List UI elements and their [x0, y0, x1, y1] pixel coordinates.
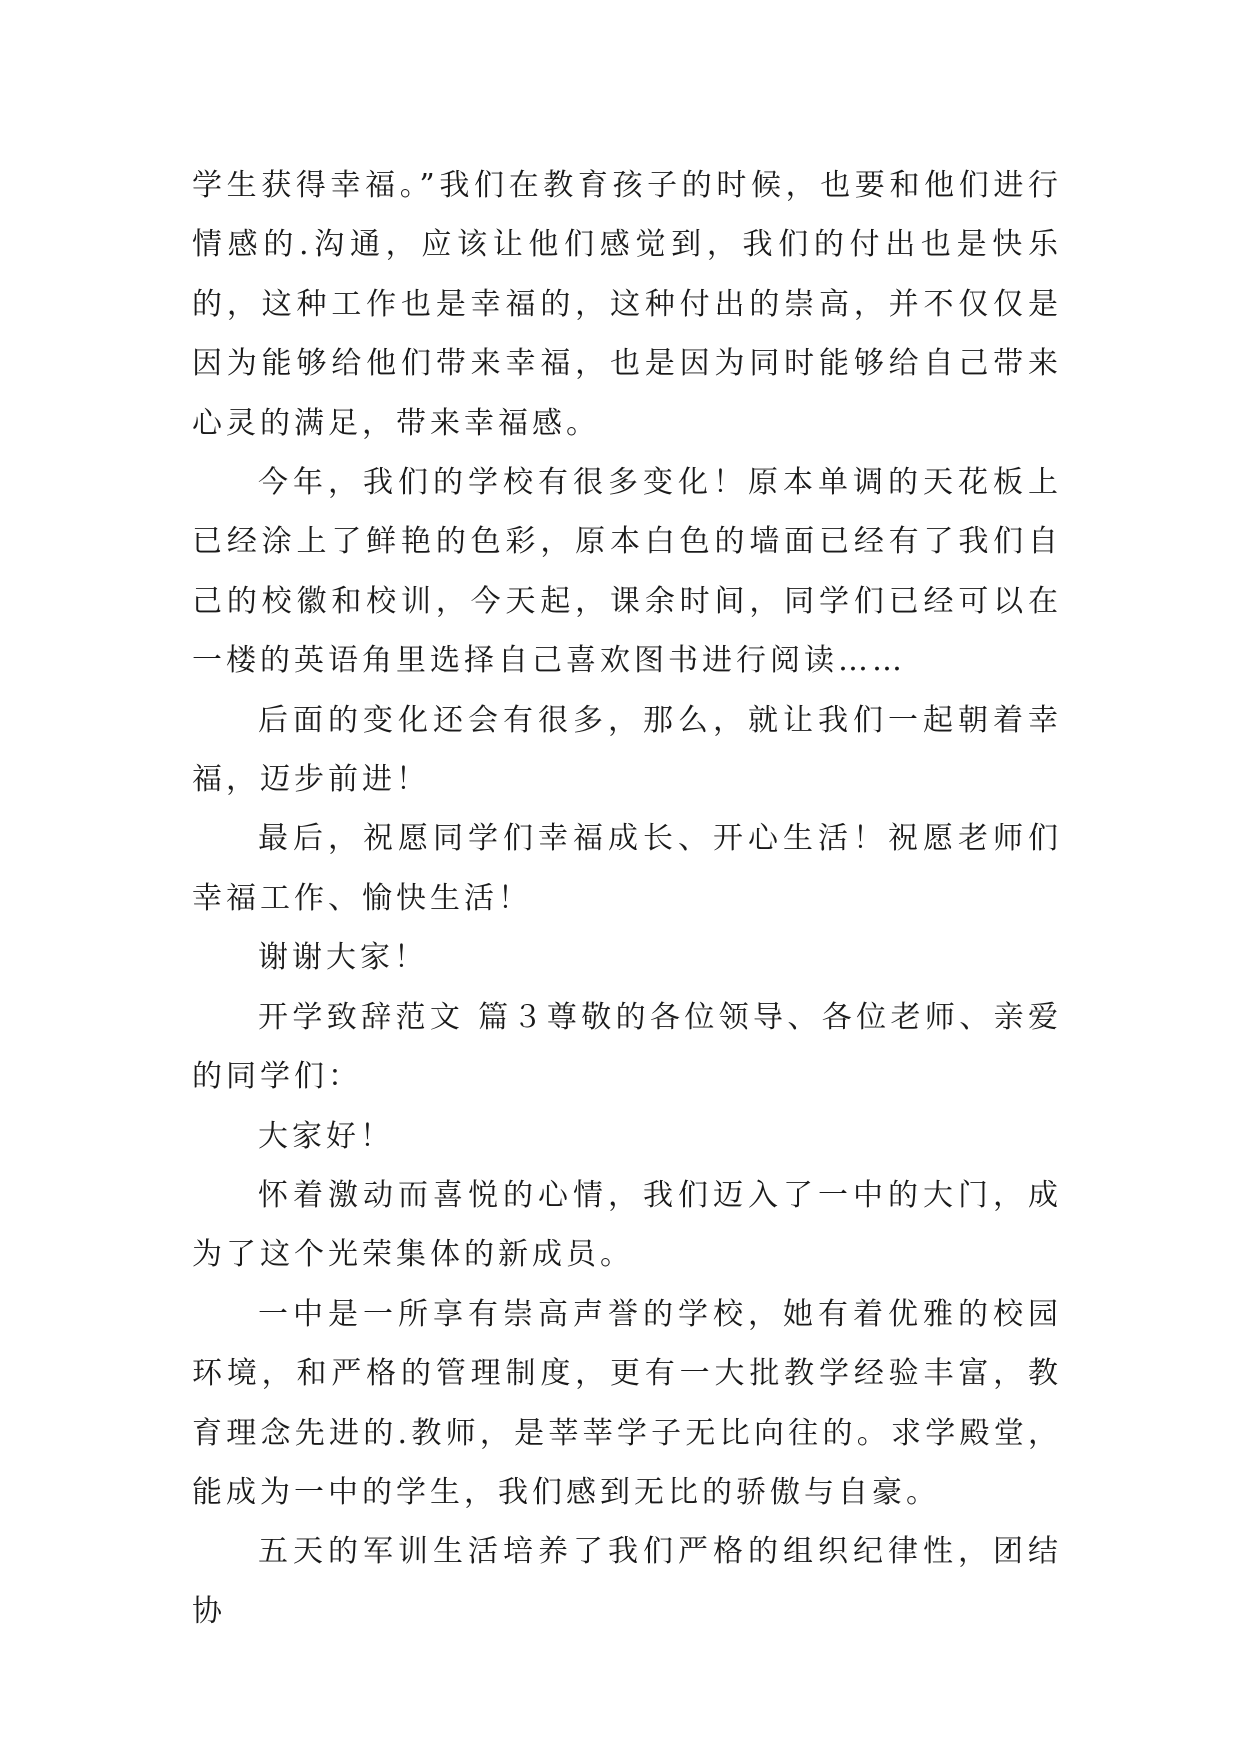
paragraph: 大家好！	[258, 1118, 394, 1154]
paragraph: 一中是一所享有崇高声誉的学校，她有着优雅的校园环境，和严格的管理制度，更有一大批教学经验丰富，教育理念先进的.教师，是莘莘学子无比向往的。求学殿堂，能成为一中的学生，我们感到无比的骄傲与自豪。	[192, 1296, 1062, 1510]
paragraph: 后面的变化还会有很多，那么，就让我们一起朝着幸福，迈步前进！	[192, 702, 1062, 798]
paragraph: 最后，祝愿同学们幸福成长、开心生活！祝愿老师们幸福工作、愉快生活！	[192, 821, 1062, 916]
document-body	[192, 156, 1062, 1641]
paragraph: 谢谢大家！	[258, 940, 428, 976]
paragraph: 怀着激动而喜悦的心情，我们迈入了一中的大门，成为了这个光荣集体的新成员。	[192, 1177, 1062, 1273]
paragraph: 五天的军训生活培养了我们严格的组织纪律性，团结协	[192, 1534, 1062, 1629]
paragraph: 学生获得幸福。”我们在教育孩子的时候，也要和他们进行情感的.沟通，应该让他们感觉到，我们的付出也是快乐的，这种工作也是幸福的，这种付出的崇高，并不仅仅是因为能够给他们带来幸福，也是因为同时能够给自己带来心灵的满足，带来幸福感。	[192, 168, 1062, 441]
paragraph: 开学致辞范文 篇３尊敬的各位领导、各位老师、亲爱的同学们：	[192, 999, 1062, 1095]
paragraph: 今年，我们的学校有很多变化！原本单调的天花板上已经涂上了鲜艳的色彩，原本白色的墙面已经有了我们自己的校徽和校训，今天起，课余时间，同学们已经可以在一楼的英语角里选择自己喜欢图书进行阅读……	[192, 465, 1062, 679]
